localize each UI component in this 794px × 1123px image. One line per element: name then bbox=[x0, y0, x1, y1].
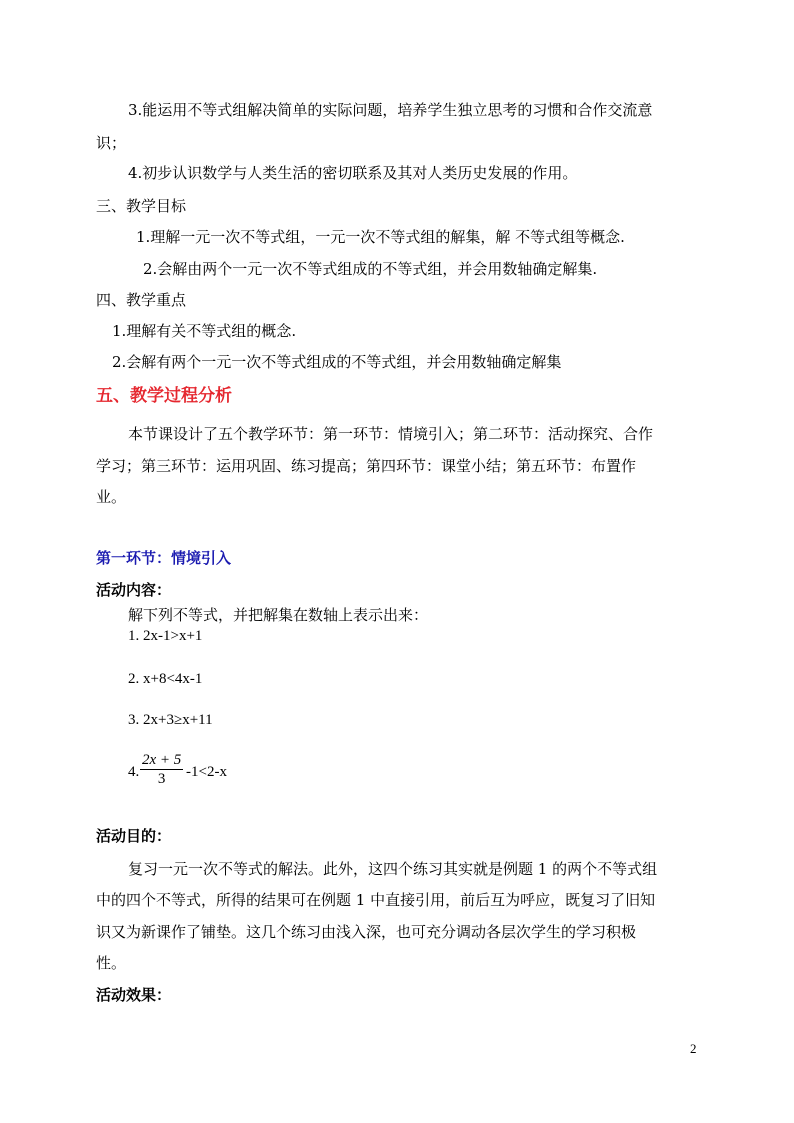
purpose-line1: 复习一元一次不等式的解法。此外，这四个练习其实就是例题 1 的两个不等式组 bbox=[128, 860, 658, 878]
section-5-heading: 五、教学过程分析 bbox=[96, 386, 232, 406]
exercise-1: 1. 2x-1>x+1 bbox=[128, 628, 203, 644]
page-number: 2 bbox=[690, 1041, 697, 1056]
section-5-para-line3: 业。 bbox=[96, 488, 127, 506]
purpose-line4: 性。 bbox=[96, 954, 127, 972]
section-5-para-line1: 本节课设计了五个教学环节：第一环节：情境引入；第二环节：活动探究、合作 bbox=[128, 425, 654, 443]
purpose-line3: 识又为新课作了铺垫。这几个练习由浅入深，也可充分调动各层次学生的学习积极 bbox=[96, 923, 637, 941]
exercise-4-fraction bbox=[140, 751, 183, 788]
section-4-item-2: 2.会解有两个一元一次不等式组成的不等式组，并会用数轴确定解集 bbox=[112, 353, 562, 371]
exercise-3: 3. 2x+3≥x+11 bbox=[128, 712, 213, 728]
section-3-item-2: 2.会解由两个一元一次不等式组成的不等式组，并会用数轴确定解集. bbox=[143, 260, 598, 278]
activity-content-label: 活动内容： bbox=[96, 581, 172, 599]
exercise-2: 2. x+8<4x-1 bbox=[128, 671, 203, 687]
section-5-para-line2: 学习；第三环节：运用巩固、练习提高；第四环节：课堂小结；第五环节：布置作 bbox=[96, 457, 637, 475]
goal-item-3-line1: 3.能运用不等式组解决简单的实际问题，培养学生独立思考的习惯和合作交流意 bbox=[128, 101, 653, 119]
exercise-instruction: 解下列不等式，并把解集在数轴上表示出来： bbox=[128, 606, 429, 624]
activity-effect-label: 活动效果： bbox=[96, 986, 172, 1004]
exercise-4-prefix: 4. bbox=[128, 764, 140, 780]
fraction-denominator: 3 bbox=[157, 771, 166, 787]
fraction-numerator: 2x + 5 bbox=[142, 752, 182, 768]
section-4-item-1: 1.理解有关不等式组的概念. bbox=[112, 322, 297, 340]
activity-purpose-label: 活动目的： bbox=[96, 827, 172, 845]
goal-item-3-line2: 识； bbox=[96, 134, 127, 152]
purpose-line2: 中的四个不等式，所得的结果可在例题 1 中直接引用，前后互为呼应，既复习了旧知 bbox=[96, 891, 656, 909]
exercise-4-suffix: -1<2-x bbox=[186, 764, 227, 780]
section-3-item-1: 1.理解一元一次不等式组，一元一次不等式组的解集，解 不等式组等概念. bbox=[136, 228, 625, 246]
goal-item-4: 4.初步认识数学与人类生活的密切联系及其对人类历史发展的作用。 bbox=[128, 164, 578, 182]
section-3-heading: 三、教学目标 bbox=[96, 197, 187, 215]
stage-1-heading: 第一环节：情境引入 bbox=[96, 549, 232, 567]
section-4-heading: 四、教学重点 bbox=[96, 291, 187, 309]
